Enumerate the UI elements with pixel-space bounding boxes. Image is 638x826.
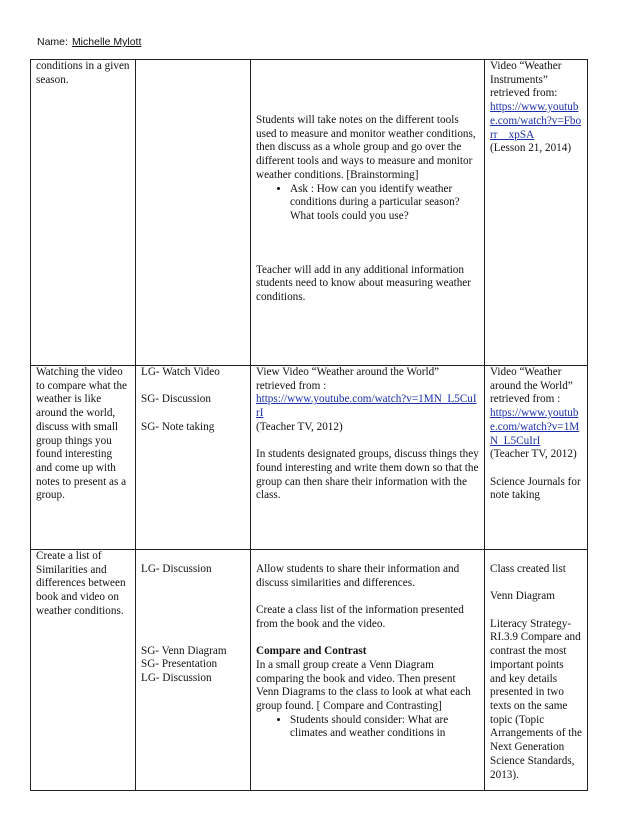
grouping-cell [136,60,251,366]
activity-text: Allow students to share their information and discuss similarities and differences. [256,563,460,589]
activity-text: In students designated groups, discuss things they found interesting and write them down so that the group can then share their information with the class. [256,448,479,502]
grouping-item: LG- Watch Video [141,366,220,378]
activity-bullet: • Ask : How can you identify weather conditions during a particular season? What tools could you use? [290,183,479,224]
table-row [31,60,588,366]
objective-text: conditions in a given season. [36,60,130,86]
resource-text: Science Journals for note taking [490,475,581,502]
activity-text: View Video “Weather around the World” retrieved from : [256,366,440,392]
grouping-item: SG- Discussion [141,393,211,406]
grouping-item: LG- Discussion [141,563,212,575]
activity-bullet-list [256,183,479,224]
activity-citation: (Teacher TV, 2012) [256,420,343,433]
activity-link[interactable]: https://www.youtube.com/watch?v=1MN_L5CuIrI [256,393,477,420]
activity-text: Students will take notes on the different tools used to measure and monitor weather conditions, then discuss as a whole group and go over the different tools and ways to measure and monitor weather conditions. [Brainstorming] [256,114,476,181]
resource-text: Literacy Strategy- RI.3.9 Compare and contrast the most important points and key details presented in two texts on the same topic (Topic Arrangements of the Next Generation Science Standards, 2013). [490,617,582,781]
resource-link[interactable]: https://www.youtube.com/watch?v=Fborr__xpSA [490,101,582,141]
activity-cell [251,60,485,366]
grouping-cell [136,366,251,550]
activity-heading: Compare and Contrast [256,645,367,658]
name-label: Name: [37,36,68,48]
activity-text: In a small group create a Venn Diagram comparing the book and video. Then present Venn Diagrams to the class to look at what each group found. [ Compare and Contrasting] [256,658,471,712]
resource-text: Class created list [490,563,566,575]
activity-bullet-list [256,714,479,741]
grouping-item: SG- Venn Diagram [141,644,227,657]
objective-text: Create a list of Similarities and differences between book and video on weather conditions. [36,550,126,617]
activity-text: Create a class list of the information presented from the book and the video. [256,604,464,630]
resource-text: Venn Diagram [490,590,555,603]
objective-cell [31,366,136,550]
resource-text: Video “Weather Instruments” retrieved from: [490,60,562,100]
activity-cell [251,366,485,550]
grouping-item: SG- Note taking [141,420,215,433]
activity-cell [251,550,485,791]
grouping-cell [136,550,251,791]
resource-citation: (Teacher TV, 2012) [490,448,577,461]
activity-bullet: • Students should consider: What are climates and weather conditions in [290,714,479,741]
table-row [31,366,588,550]
resources-cell [485,550,588,791]
table-row [31,550,588,791]
objective-cell [31,550,136,791]
resources-cell [485,60,588,366]
grouping-item: SG- Presentation [141,658,218,671]
objective-text: Watching the video to compare what the weather is like around the world, discuss with small group things you found interesting and come up with notes to present as a group. [36,366,128,502]
resource-link[interactable]: https://www.youtube.com/watch?v=1MN_L5CuIrI [490,407,580,447]
activity-text: Teacher will add in any additional information students need to know about measuring weather conditions. [256,263,471,304]
grouping-item: LG- Discussion [141,672,212,685]
lesson-plan-table [30,59,588,791]
resource-citation: (Lesson 21, 2014) [490,142,572,155]
name-line [37,36,141,48]
objective-cell [31,60,136,366]
resource-text: Video “Weather around the World” retrieved from : [490,366,573,406]
resources-cell [485,366,588,550]
name-value: Michelle Mylott [71,36,142,48]
